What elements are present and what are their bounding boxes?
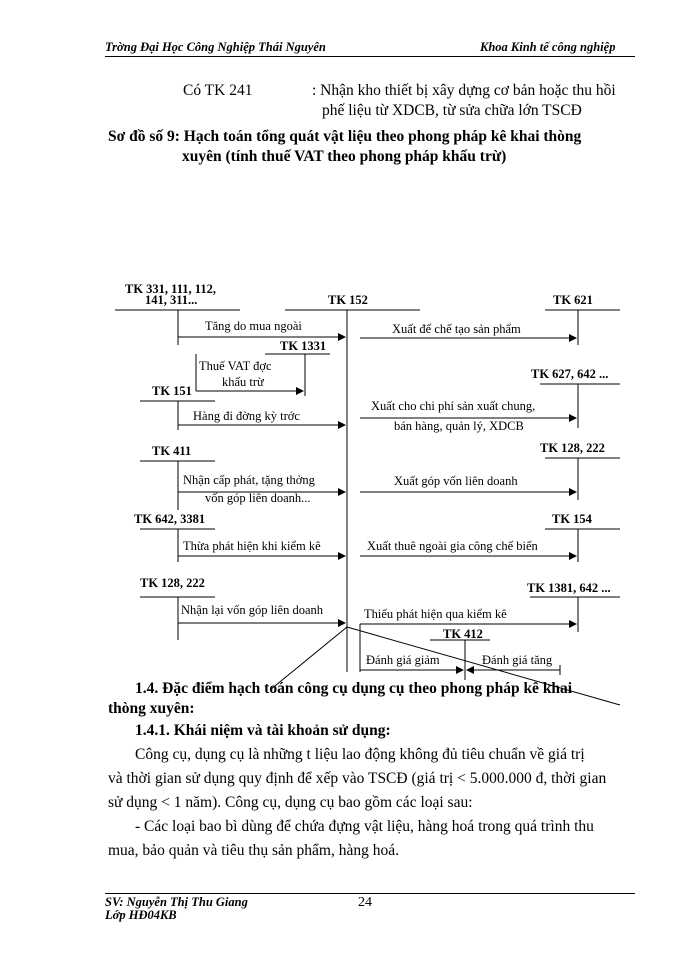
tk1381-label: TK 1381, 642 ... (527, 581, 611, 595)
tk1331-label: TK 1331 (280, 339, 327, 353)
intro-desc-1: : Nhận kho thiết bị xây dựng cơ bản hoặc thu hồi (312, 82, 616, 99)
page-number: 24 (358, 895, 372, 910)
tk642-label: TK 642, 3381 (134, 512, 206, 526)
header-left: Trờng Đại Học Công Nghiệp Thái Nguyên (105, 40, 326, 54)
label-thua-kiem-ke: Thừa phát hiện khi kiểm kê (183, 539, 321, 553)
section-heading-2: thòng xuyên: (108, 700, 195, 717)
tk128a-label: TK 128, 222 (540, 441, 605, 455)
label-nhan-lai-von: Nhận lại vốn góp liên doanh (181, 603, 323, 617)
paragraph-2-line-1: - Các loại bao bì dùng để chứa đựng vật liệu, hàng hoá trong quá trình thu (135, 818, 594, 835)
tk411-label: TK 411 (152, 444, 192, 458)
intro-desc-2: phế liệu từ XDCB, từ sửa chữa lớn TSCĐ (322, 102, 582, 119)
paragraph-1-line-3: sử dụng < 1 năm). Công cụ, dụng cụ bao gồm các loại sau: (108, 794, 473, 811)
label-nhan-cap-phat-2: vốn góp liên doanh... (205, 491, 311, 505)
label-vat-2: khấu trừ (222, 375, 264, 389)
label-xuat-chi-phi-1: Xuất cho chi phí sản xuất chung, (371, 399, 536, 413)
diagram-title-2: xuyên (tính thuế VAT theo phong pháp khấu trừ) (182, 148, 507, 165)
footer-student: SV: Nguyễn Thị Thu Giang (105, 895, 248, 909)
label-xuat-thue-ngoai: Xuất thuê ngoài gia công chế biến (367, 539, 538, 553)
section-subheading: 1.4.1. Khái niệm và tài khoản sử dụng: (135, 722, 391, 739)
footer-class: Lớp HĐ04KB (105, 908, 177, 922)
tk627-label: TK 627, 642 ... (531, 367, 609, 381)
tk154-label: TK 154 (552, 512, 592, 526)
label-danh-gia-tang: Đánh giá tăng (482, 653, 553, 667)
label-thieu-kiem-ke: Thiếu phát hiện qua kiểm kê (364, 607, 507, 621)
tk128b-label: TK 128, 222 (140, 576, 205, 590)
intro-label: Có TK 241 (183, 82, 253, 99)
tk621-label: TK 621 (553, 293, 593, 307)
paragraph-2-line-2: mua, bảo quản và tiêu thụ sản phẩm, hàng hoá. (108, 842, 399, 859)
section-heading-1: 1.4. Đặc điểm hạch toán công cụ dụng cụ theo phong pháp kê khai (135, 680, 573, 697)
tk152-label: TK 152 (328, 293, 368, 307)
header-right: Khoa Kinh tế công nghiệp (480, 40, 616, 54)
diagram-title-1: Sơ đồ số 9: Hạch toán tổng quát vật liệu theo phong pháp kê khai thòng (108, 128, 582, 145)
tk151-label: TK 151 (152, 384, 192, 398)
label-vat-1: Thuế VAT đợc (199, 359, 272, 373)
tk412-label: TK 412 (443, 627, 483, 641)
label-hang-di-duong: Hàng đi đờng kỳ trớc (193, 409, 300, 423)
label-tang-mua-ngoai: Tăng do mua ngoài (205, 319, 302, 333)
tk331-label: TK 331, 111, 112, (125, 282, 216, 296)
tk331-label-2: 141, 311... (145, 293, 198, 307)
paragraph-1-line-1: Công cụ, dụng cụ là những t liệu lao động không đủ tiêu chuẩn về giá trị (135, 746, 585, 763)
label-xuat-gop-von: Xuất góp vốn liên doanh (394, 474, 518, 488)
label-danh-gia-giam: Đánh giá giảm (366, 653, 440, 667)
paragraph-1-line-2: và thời gian sử dụng quy định để xếp vào TSCĐ (giá trị < 5.000.000 đ, thời gian (108, 770, 607, 787)
footer-rule (105, 893, 635, 894)
label-nhan-cap-phat-1: Nhận cấp phát, tặng thởng (183, 473, 315, 487)
label-xuat-che-tao: Xuất để chế tạo sản phẩm (392, 322, 521, 336)
label-xuat-chi-phi-2: bán hàng, quản lý, XDCB (394, 419, 524, 433)
